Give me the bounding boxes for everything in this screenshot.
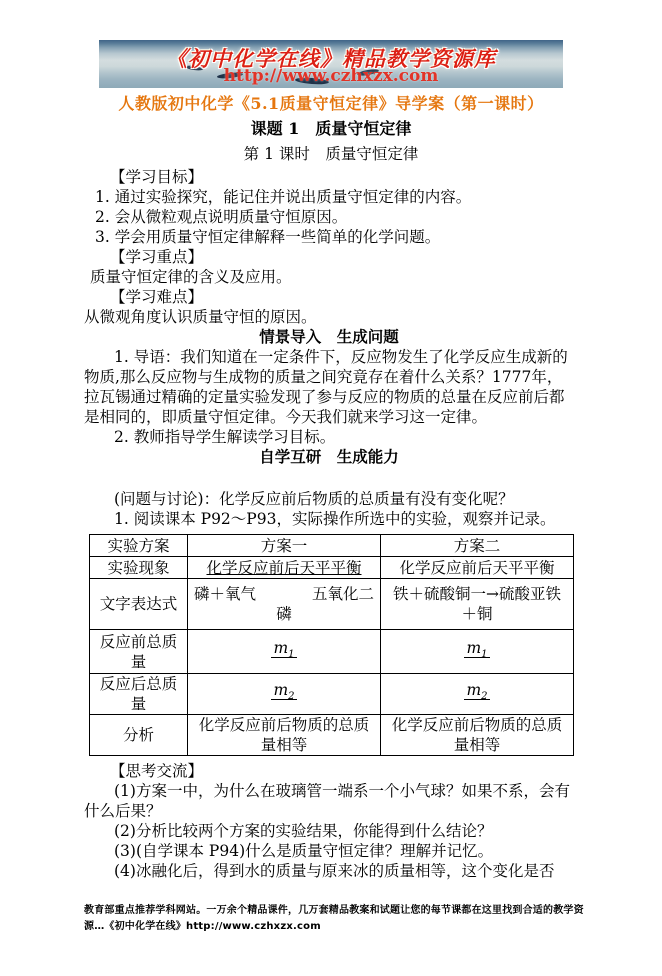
discussion-lead: (问题与讨论)：化学反应前后物质的总质量有没有变化呢？ [114,490,514,508]
site-banner [99,40,563,88]
document-body [84,167,574,881]
goal-item: 2. 会从微粒观点说明质量守恒原因。 [95,208,348,226]
table-row-analysis [90,715,574,756]
goal-item: 3. 学会用质量守恒定律解释一些简单的化学问题。 [95,228,441,246]
lesson-title: 第 1 课时 质量守恒定律 [243,145,419,163]
expression-plan1 [188,579,381,630]
section-banner-intro: 情景导入 生成问题 [259,327,399,346]
m-subscript: 1 [288,649,295,661]
reading-item: 1. 阅读课本 P92～P93，实际操作所选中的实验，观察并记录。 [114,510,556,528]
phenomenon-label: 实验现象 [90,557,188,579]
expression-label: 文字表达式 [90,579,188,630]
m-subscript: 2 [288,691,295,703]
m-subscript: 2 [481,691,488,703]
section-banner-selfstudy: 自学互研 生成能力 [259,447,399,466]
banner-site-url: http://www.czhxzx.com [223,66,439,86]
analysis-plan2: 化学反应前后物质的总质量相等 [381,715,574,756]
mass-after-plan2-value [464,681,489,703]
mass-after-plan2 [381,674,574,715]
expression-plan2 [381,579,574,630]
subject-title: 课题 1 质量守恒定律 [250,119,412,138]
m-symbol: m [466,638,482,657]
thinking-item: (3)(自学课本 P94)什么是质量守恒定律？理解并记忆。 [114,842,494,860]
goal-item: 1. 通过实验探究，能记住并说出质量守恒定律的内容。 [95,188,472,206]
difficulty-heading: 【学习难点】 [110,288,204,306]
mass-before-label: 反应前总质量 [90,630,188,674]
m-subscript: 1 [481,649,488,661]
footer-url: http://www.czhxzx.com [186,921,321,932]
mass-before-plan1 [188,630,381,674]
mass-after-label: 反应后总质量 [90,674,188,715]
thinking-heading: 【思考交流】 [110,762,204,780]
expression-plan2-line1: 铁＋硫酸铜一→硫酸亚铁 [393,585,561,603]
phenomenon-plan1-text: 化学反应前后天平平衡 [206,558,362,577]
footer-promo-text: 教育部重点推荐学科网站。一万余个精品课件，几万套精品教案和试题让您的每节课都在这里找到合适的教学资源…《初中化学在线》 [84,905,584,932]
table-row-header [90,535,574,557]
difficulty-text: 从微观角度认识质量守恒的原因。 [84,308,317,326]
page-footer [84,903,596,935]
mass-after-plan1 [188,674,381,715]
thinking-item: (4)冰融化后，得到水的质量与原来冰的质量相等，这个变化是否 [114,862,555,880]
table-row-mass-after [90,674,574,715]
phenomenon-plan2: 化学反应前后天平平衡 [381,557,574,579]
spacer [84,467,574,489]
expression-plan1-line1 [192,584,376,604]
analysis-label: 分析 [90,715,188,756]
experiment-table [89,534,574,756]
header-cell-scheme: 实验方案 [90,535,188,557]
header-cell-plan1: 方案一 [188,535,381,557]
intro-paragraph: 1. 导语：我们知道在一定条件下，反应物发生了化学反应生成新的物质,那么反应物与生成物的质量之间究竟存在着什么关系？1777年，拉瓦锡通过精确的定量实验发现了参与反应的物质的总量在反应前后都是相同的，即质量守恒定律。今天我们就来学习这一定律。 [84,348,568,426]
m-symbol: m [273,681,289,700]
expression-plan1-line2: 磷 [276,605,292,623]
thinking-item: (2)分析比较两个方案的实验结果，你能得到什么结论？ [114,822,493,840]
mass-before-plan1-value [271,638,296,661]
intro-paragraph: 2. 教师指导学生解读学习目标。 [114,428,336,446]
mass-before-plan2-value [464,638,489,661]
document-title: 人教版初中化学《5.1质量守恒定律》导学案（第一课时） [118,94,544,113]
m-symbol: m [273,638,289,657]
analysis-plan1: 化学反应前后物质的总质量相等 [188,715,381,756]
table-row-expression [90,579,574,630]
thinking-item: (1)方案一中，为什么在玻璃管一端系一个小气球？如果不系，会有什么后果？ [84,782,570,820]
mass-before-plan2 [381,630,574,674]
key-point-text: 质量守恒定律的含义及应用。 [90,268,292,286]
expression-plan1-product-part: 五氧化二 [311,585,374,603]
mass-after-plan1-value [271,681,296,703]
expression-plan2-line2: ＋铜 [461,605,493,623]
header-cell-plan2: 方案二 [381,535,574,557]
table-row-mass-before [90,630,574,674]
banner-site-title: 《初中化学在线》精品教学资源库 [166,46,496,71]
phenomenon-plan1 [188,557,381,579]
key-point-heading: 【学习重点】 [110,248,204,266]
m-symbol: m [466,681,482,700]
expression-plan1-reactants: 磷＋氧气 [194,585,257,603]
goals-heading: 【学习目标】 [110,168,204,186]
table-row-phenomenon [90,557,574,579]
